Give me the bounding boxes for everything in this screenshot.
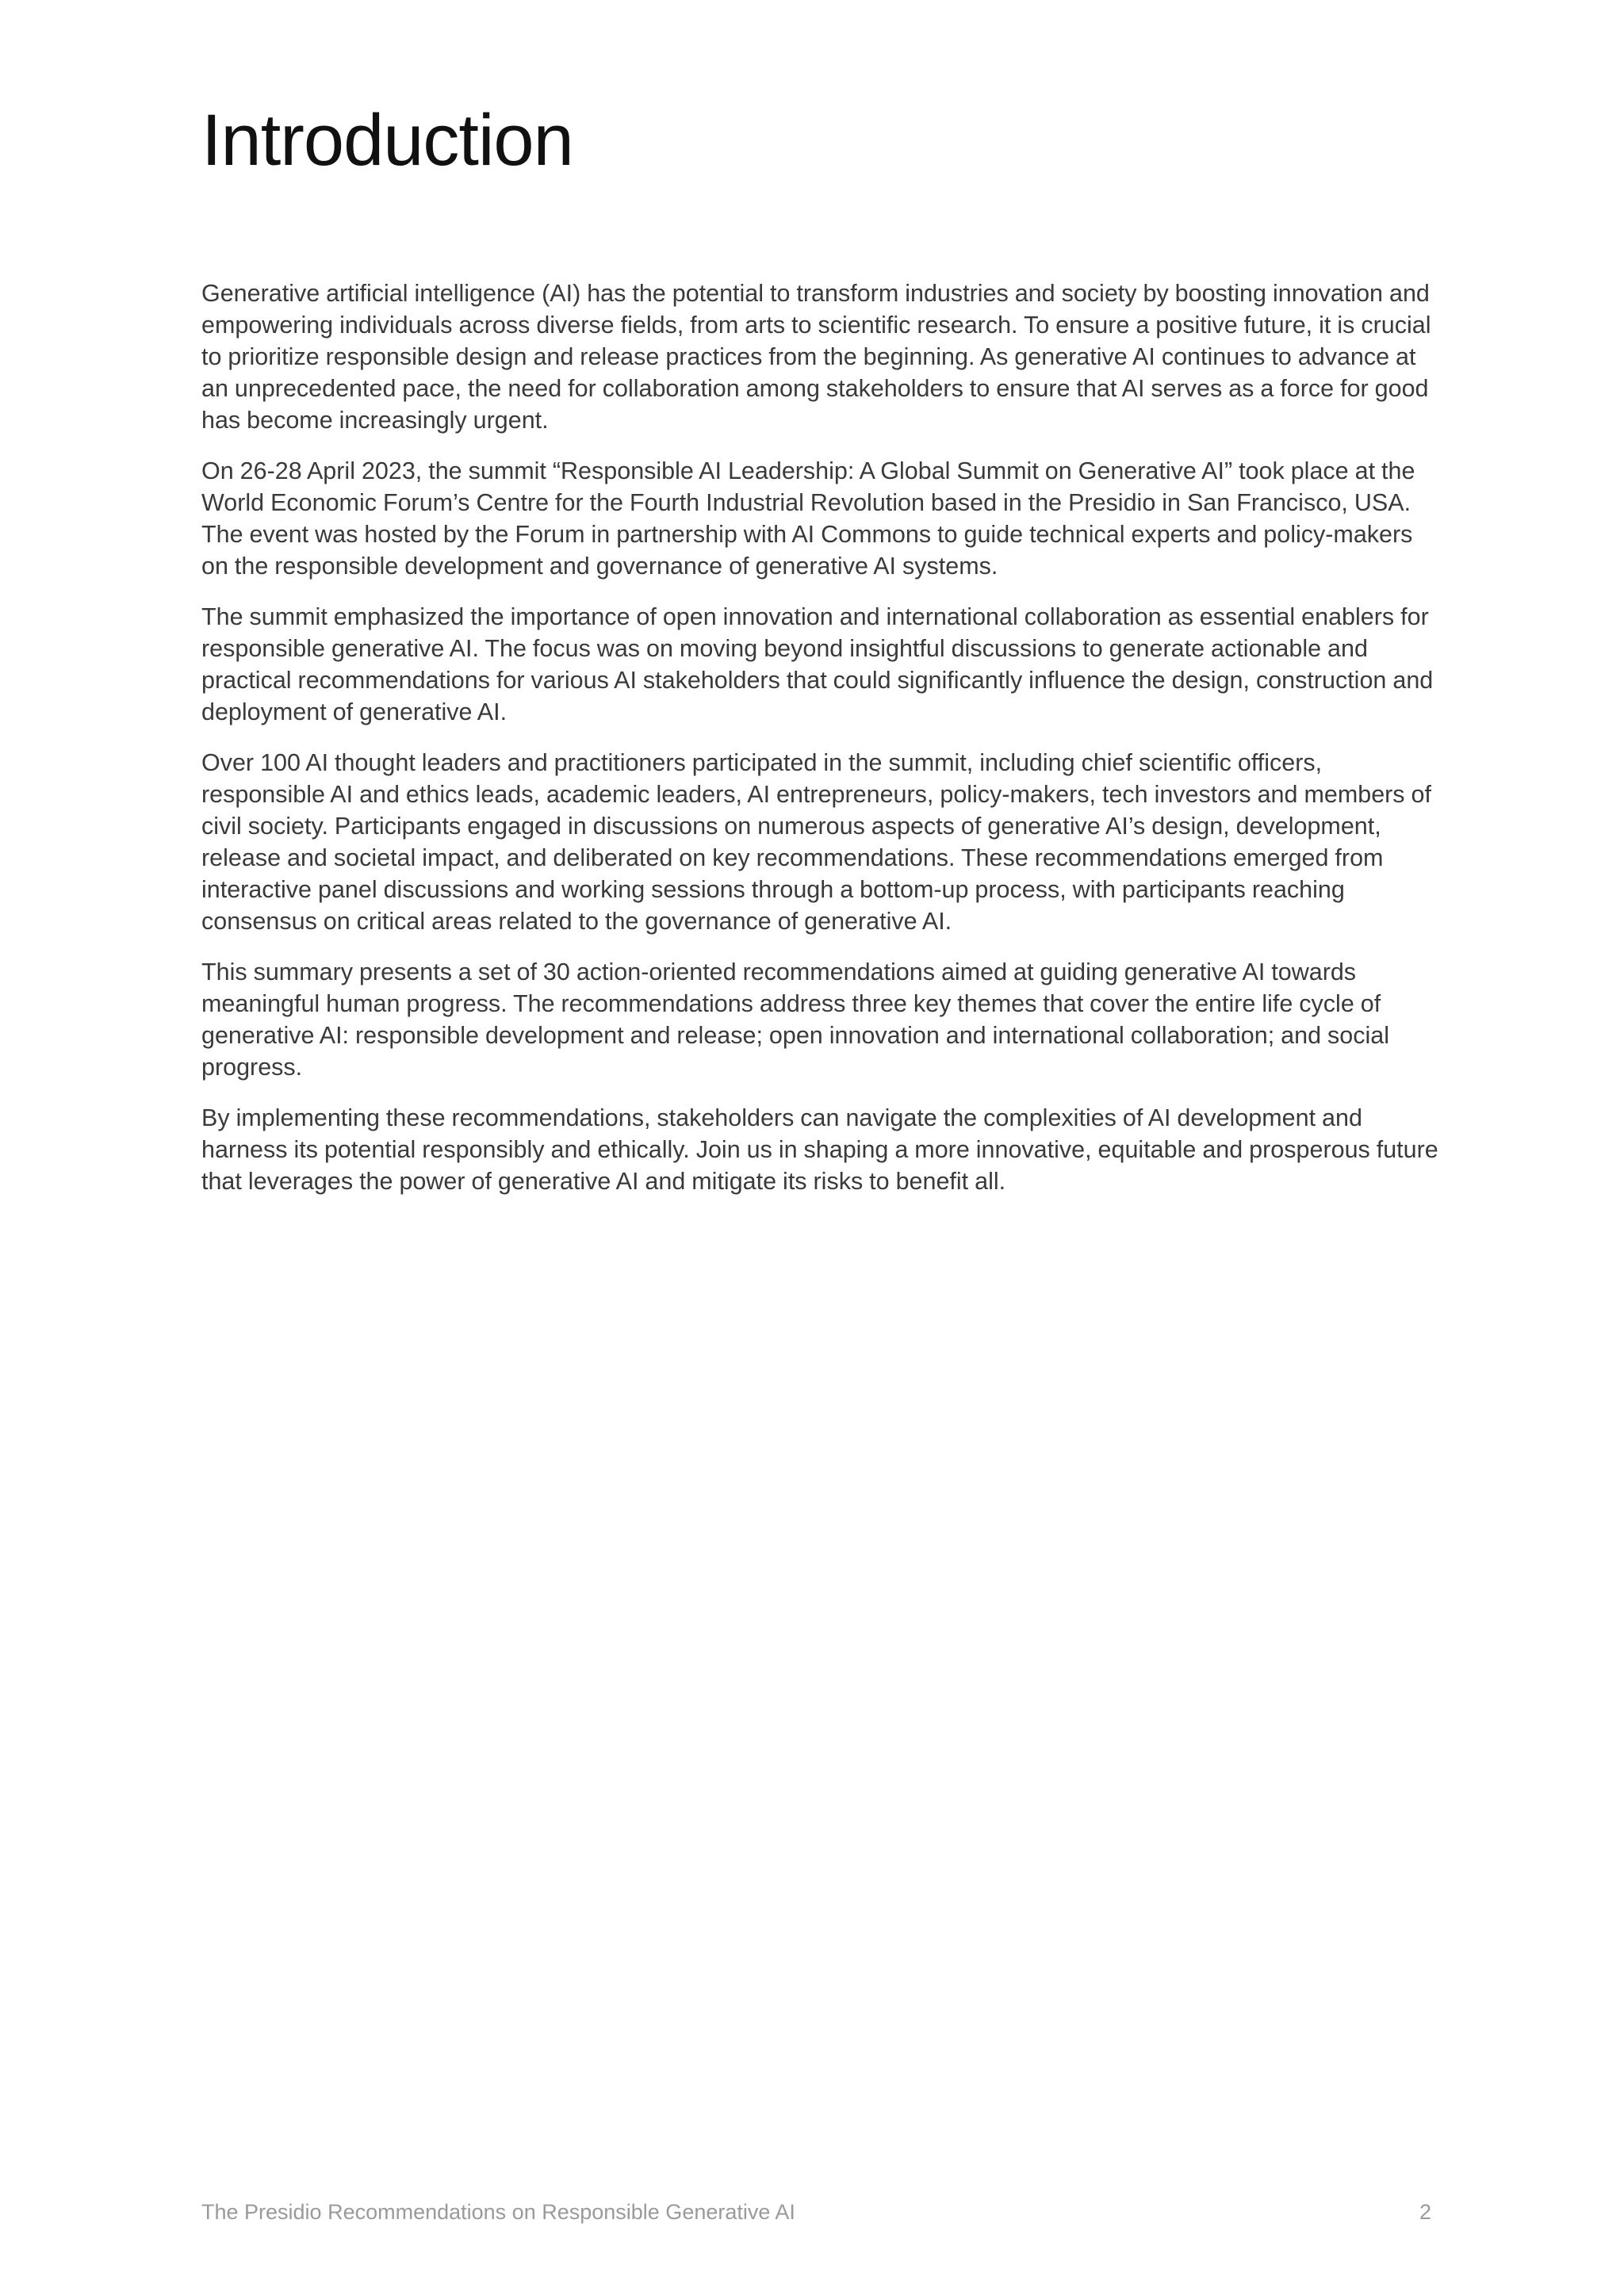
page-number: 2 [1419,2200,1431,2224]
paragraph-2: On 26-28 April 2023, the summit “Responsible AI Leadership: A Global Summit on Generative AI” took place at the World Economic Forum’s Centre for the Fourth Industrial Revolution based in the Presidio in San Francisco, USA. The event was hosted by the Forum in partnership with AI Commons to guide technical experts and policy-makers on the responsible development and governance of generative AI systems. [201,457,1415,580]
footer-document-title: The Presidio Recommendations on Responsible Generative AI [201,2200,795,2224]
page-title: Introduction [201,100,573,181]
paragraph-3: The summit emphasized the importance of open innovation and international collaboration as essential enablers for responsible generative AI. The focus was on moving beyond insightful discussions to generate actionable and practical recommendations for various AI stakeholders that could significantly influence the design, construction and deployment of generative AI. [201,603,1434,725]
paragraph-5: This summary presents a set of 30 action-oriented recommendations aimed at guiding generative AI towards meaningful human progress. The recommendations address three key themes that cover the entire life cycle of generative AI: responsible development and release; open innovation and international collaboration; and social progress. [201,959,1390,1081]
paragraph-6: By implementing these recommendations, stakeholders can navigate the complexities of AI development and harness its potential responsibly and ethically. Join us in shaping a more innovative, equitable and prosperous future that leverages the power of generative AI and mitigate its risks to benefit all. [201,1104,1438,1195]
body-text [201,277,1438,1216]
paragraph-4: Over 100 AI thought leaders and practitioners participated in the summit, including chief scientific officers, responsible AI and ethics leads, academic leaders, AI entrepreneurs, policy-makers, tech investors and members of civil society. Participants engaged in discussions on numerous aspects of generative AI’s design, development, release and societal impact, and deliberated on key recommendations. These recommendations emerged from interactive panel discussions and working sessions through a bottom-up process, with participants reaching consensus on critical areas related to the governance of generative AI. [201,749,1431,935]
paragraph-1: Generative artificial intelligence (AI) has the potential to transform industries and society by boosting innovation and empowering individuals across diverse fields, from arts to scientific research. To ensure a positive future, it is crucial to prioritize responsible design and release practices from the beginning. As generative AI continues to advance at an unprecedented pace, the need for collaboration among stakeholders to ensure that AI serves as a force for good has become increasingly urgent. [201,280,1431,434]
page-footer [201,2198,1431,2226]
